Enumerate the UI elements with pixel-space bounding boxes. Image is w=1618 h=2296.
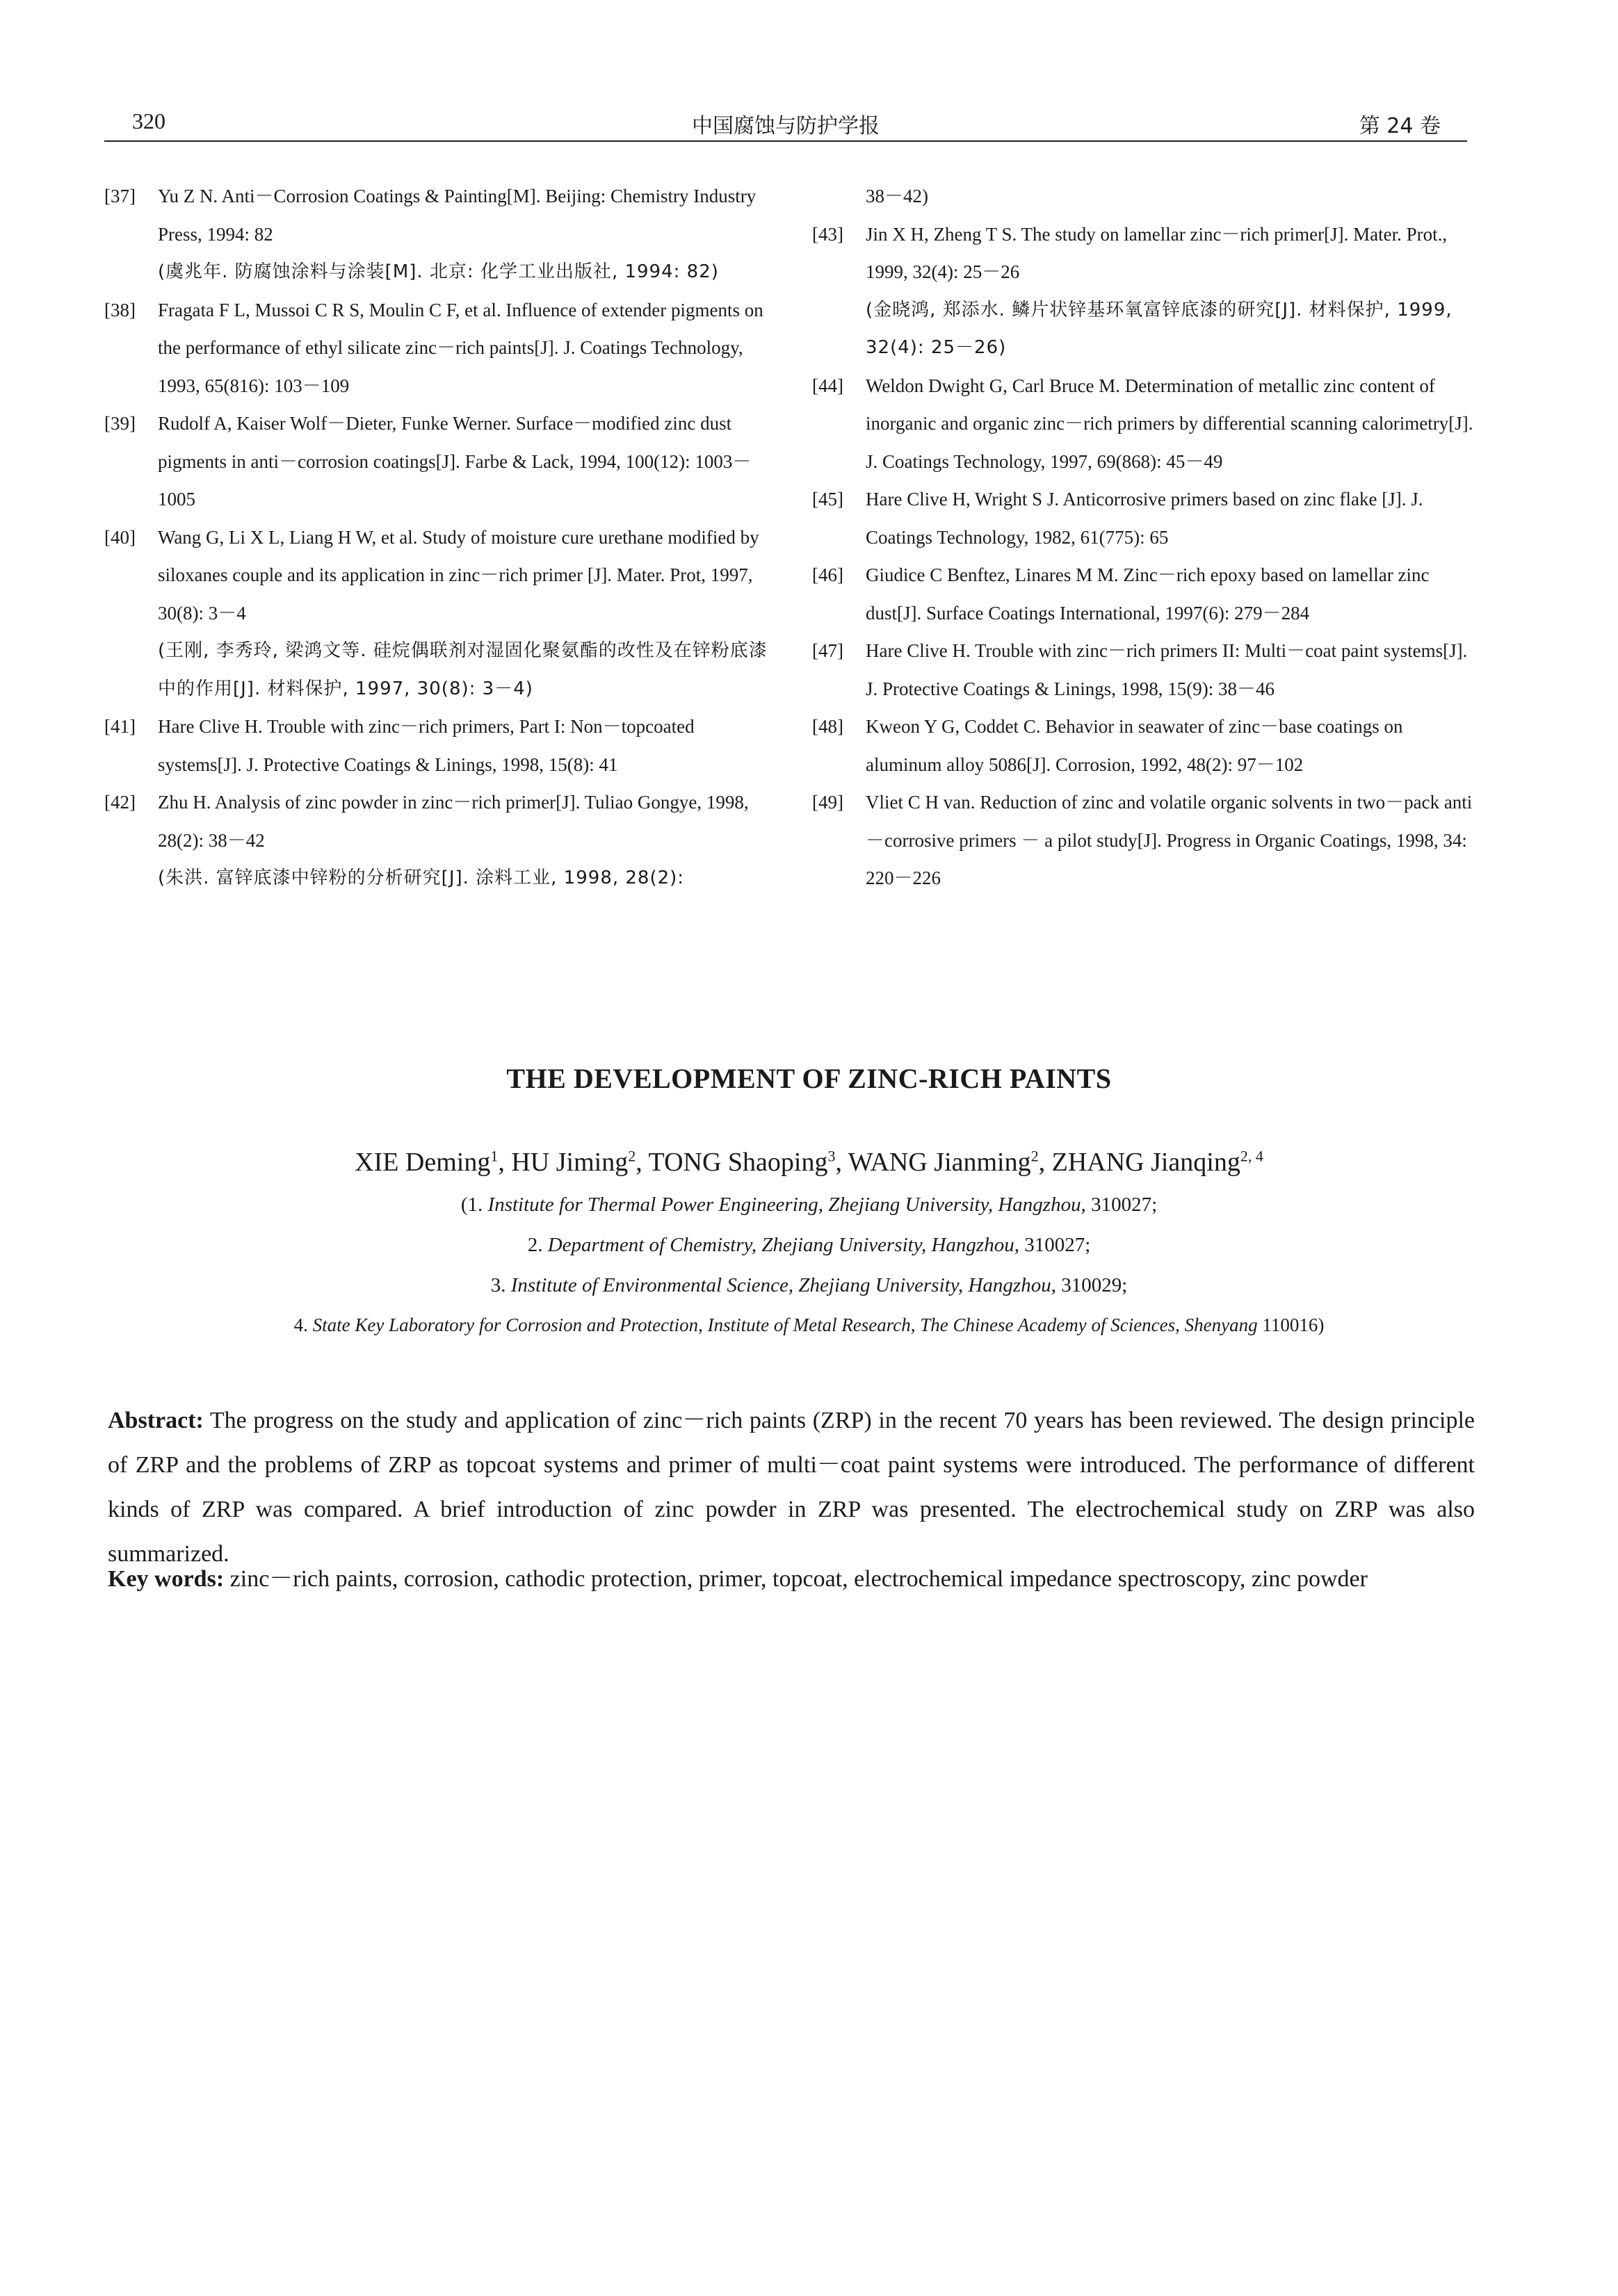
- reference-number: [41]: [104, 716, 136, 737]
- affiliation-number: 4.: [293, 1314, 308, 1335]
- reference-item: [104, 519, 772, 708]
- reference-number: [38]: [104, 299, 136, 320]
- abstract: [108, 1399, 1475, 1577]
- author-name: ZHANG Jianqing: [1051, 1148, 1240, 1177]
- reference-number: [49]: [812, 792, 843, 813]
- page-number: 320: [132, 108, 165, 133]
- affiliation-postcode: , 310029;: [1051, 1274, 1128, 1296]
- affiliation-postcode: , 310027;: [1014, 1234, 1091, 1256]
- volume-label: 第 24 卷: [1359, 114, 1441, 138]
- page-header: [104, 104, 1467, 142]
- affiliation-number: 3.: [490, 1274, 506, 1296]
- reference-item: [812, 783, 1480, 897]
- abstract-label: Abstract:: [108, 1408, 204, 1433]
- reference-chinese: (王刚, 李秀玲, 梁鸿文等. 硅烷偶联剂对湿固化聚氨酯的改性及在锌粉底漆中的作用[J]. 材料保护, 1997, 30(8): 3－4): [158, 640, 768, 699]
- affiliation-text: Department of Chemistry, Zhejiang University, Hangzhou: [547, 1234, 1014, 1256]
- reference-text: Zhu H. Analysis of zinc powder in zinc－rich primer[J]. Tuliao Gongye, 1998, 28(2): 38－42: [158, 792, 749, 851]
- affiliation-number: 2.: [527, 1234, 543, 1256]
- keywords: [108, 1557, 1475, 1602]
- reference-item: [812, 708, 1480, 783]
- reference-item: [104, 291, 772, 405]
- reference-number: [43]: [812, 223, 843, 245]
- reference-item: [812, 556, 1480, 632]
- affiliation-text: State Key Laboratory for Corrosion and Protection, Institute of Metal Research, The Chinese Academy of Sciences, Shenyang: [312, 1314, 1258, 1335]
- author-name: HU Jiming: [511, 1148, 629, 1177]
- author-name: TONG Shaoping: [648, 1148, 828, 1177]
- author-name: WANG Jianming: [848, 1148, 1031, 1177]
- references-left-column: [104, 177, 772, 897]
- article-title: THE DEVELOPMENT OF ZINC-RICH PAINTS: [506, 1063, 1112, 1094]
- reference-chinese: (虞兆年. 防腐蚀涂料与涂装[M]. 北京: 化学工业出版社, 1994: 82): [158, 261, 719, 282]
- reference-text: Yu Z N. Anti－Corrosion Coatings & Painting[M]. Beijing: Chemistry Industry Press, 1994: 82: [158, 186, 757, 245]
- reference-text: Hare Clive H. Trouble with zinc－rich primers II: Multi－coat paint systems[J]. J. Protective Coatings & Linings, 1998, 15(9): 38－46: [866, 640, 1468, 699]
- reference-text: Fragata F L, Mussoi C R S, Moulin C F, et al. Influence of extender pigments on the performance of ethyl silicate zinc－rich paints[J]. J. Coatings Technology, 1993, 65(816): 103－109: [158, 299, 763, 396]
- affiliation-postcode: , 310027;: [1081, 1194, 1158, 1216]
- reference-item: [812, 480, 1480, 556]
- reference-number: [39]: [104, 413, 136, 434]
- reference-item: [812, 367, 1480, 481]
- reference-item: [104, 783, 772, 897]
- reference-number: [46]: [812, 564, 843, 585]
- reference-text: Wang G, Li X L, Liang H W, et al. Study of moisture cure urethane modified by siloxanes couple and its application in zinc－rich primer [J]. Mater. Prot, 1997, 30(8): 3－4: [158, 526, 759, 624]
- author-affiliation-mark: 2, 4: [1240, 1147, 1263, 1165]
- reference-item: [104, 708, 772, 783]
- author-name: XIE Deming: [355, 1148, 491, 1177]
- affiliation-text: Institute for Thermal Power Engineering, Zhejiang University, Hangzhou: [487, 1194, 1081, 1216]
- reference-text: Hare Clive H, Wright S J. Anticorrosive primers based on zinc flake [J]. J. Coatings Technology, 1982, 61(775): 65: [866, 489, 1423, 548]
- affiliation: [0, 1234, 1618, 1257]
- author-affiliation-mark: 3: [827, 1147, 836, 1165]
- author-affiliation-mark: 1: [490, 1147, 499, 1165]
- reference-text: Hare Clive H. Trouble with zinc－rich primers, Part I: Non－topcoated systems[J]. J. Protective Coatings & Linings, 1998, 15(8): 41: [158, 716, 695, 775]
- reference-item: [104, 177, 772, 291]
- reference-text: Jin X H, Zheng T S. The study on lamellar zinc－rich primer[J]. Mater. Prot., 1999, 32(4): 25－26: [866, 223, 1448, 282]
- author-affiliation-mark: 2: [628, 1147, 636, 1165]
- references-right-column: [812, 177, 1480, 897]
- affiliation-postcode: 110016): [1257, 1314, 1325, 1335]
- affiliation: [0, 1314, 1618, 1336]
- reference-continuation: 38－42): [866, 186, 928, 206]
- reference-text: Weldon Dwight G, Carl Bruce M. Determination of metallic zinc content of inorganic and organic zinc－rich primers by differential scanning calorimetry[J]. J. Coatings Technology, 1997, 69(868): 45－49: [866, 375, 1473, 472]
- reference-text: Rudolf A, Kaiser Wolf－Dieter, Funke Werner. Surface－modified zinc dust pigments in anti－corrosion coatings[J]. Farbe & Lack, 1994, 100(12): 1003－1005: [158, 413, 752, 510]
- reference-number: [37]: [104, 186, 136, 206]
- journal-title: 中国腐蚀与防护学报: [692, 114, 880, 138]
- author-list: XIE Deming$^1$, HU Jiming$^2$, TONG Shaoping$^3$, WANG Jianming$^2$, ZHANG Jianqing$^{2, 4}$: [355, 1147, 1263, 1177]
- reference-number: [40]: [104, 526, 136, 548]
- keywords-text: zinc－rich paints, corrosion, cathodic protection, primer, topcoat, electrochemical impedance spectroscopy, zinc powder: [229, 1566, 1368, 1592]
- reference-chinese: (朱洪. 富锌底漆中锌粉的分析研究[J]. 涂料工业, 1998, 28(2):: [158, 868, 685, 888]
- reference-text: Giudice C Benftez, Linares M M. Zinc－rich epoxy based on lamellar zinc dust[J]. Surface Coatings International, 1997(6): 279－284: [866, 564, 1430, 624]
- affiliation-number: (1.: [460, 1194, 483, 1216]
- affiliation: [0, 1274, 1618, 1297]
- keywords-label: Key words:: [108, 1566, 225, 1592]
- reference-chinese: (金晓鸿, 郑添水. 鳞片状锌基环氧富锌底漆的研究[J]. 材料保护, 1999, 32(4): 25－26): [866, 299, 1453, 358]
- reference-number: [45]: [812, 489, 843, 510]
- reference-text: Kweon Y G, Coddet C. Behavior in seawater of zinc－base coatings on aluminum alloy 5086[J]. Corrosion, 1992, 48(2): 97－102: [866, 716, 1403, 775]
- author-affiliation-mark: 2: [1030, 1147, 1039, 1165]
- affiliation: [0, 1194, 1618, 1216]
- reference-number: [48]: [812, 716, 843, 737]
- reference-number: [47]: [812, 640, 843, 661]
- reference-item: [812, 632, 1480, 708]
- reference-text: Vliet C H van. Reduction of zinc and volatile organic solvents in two－pack anti－corrosive primers － a pilot study[J]. Progress in Organic Coatings, 1998, 34: 220－226: [866, 792, 1473, 888]
- affiliation-text: Institute of Environmental Science, Zhejiang University, Hangzhou: [510, 1274, 1051, 1296]
- reference-item: [812, 215, 1480, 367]
- abstract-text: The progress on the study and application of zinc－rich paints (ZRP) in the recent 70 years has been reviewed. The design principle of ZRP and the problems of ZRP as topcoat systems and primer of multi－coat paint systems were introduced. The performance of different kinds of ZRP was compared. A brief introduction of zinc powder in ZRP was presented. The electrochemical study on ZRP was also summarized.: [108, 1408, 1475, 1567]
- reference-number: [42]: [104, 792, 136, 813]
- reference-item: [104, 405, 772, 519]
- reference-number: [44]: [812, 375, 843, 396]
